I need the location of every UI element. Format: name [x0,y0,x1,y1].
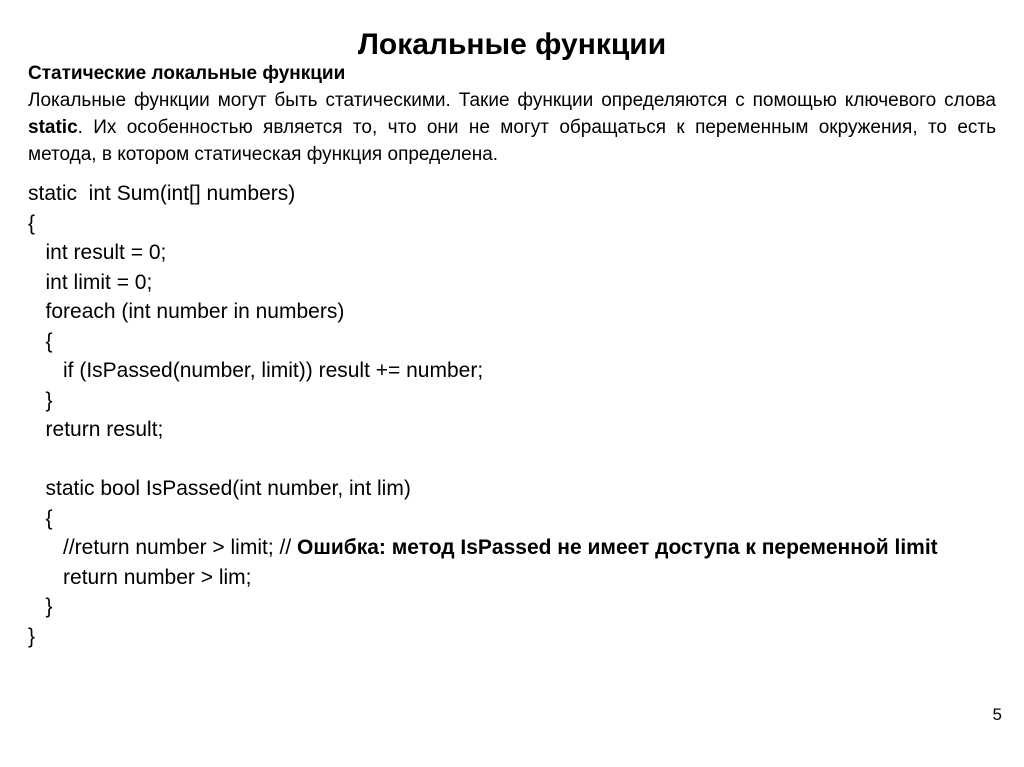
code-line: { [28,506,53,530]
keyword-static: static [28,117,78,138]
body-text-block [28,61,996,168]
code-line: return result; [28,418,164,441]
comment-plain-text: //return number > limit; // [28,536,298,559]
code-line-error-comment [28,533,996,563]
paragraph-text-after-keyword: . Их особенностью является то, что они не могут обращаться к переменным окружения, то есть метода, в котором статическая функция определена. [28,117,996,165]
code-line: static bool IsPassed(int number, int lim) [28,477,411,500]
code-line: int limit = 0; [28,270,153,294]
page-number: 5 [992,705,1002,724]
code-line: } [28,388,53,412]
code-line-blank [28,445,996,475]
code-line: if (IsPassed(number, limit)) result += number; [28,359,484,382]
page-title: Локальные функции [357,28,667,62]
code-line: } [28,595,53,618]
code-line: int result = 0; [28,241,167,264]
code-line: return number > lim; [28,565,252,589]
section-subheading: Статические локальные функции [28,63,346,84]
intro-paragraph [28,87,996,168]
code-line: { [28,329,53,353]
comment-error-note: Ошибка: метод IsPassed не имеет доступа к переменной limit [297,536,938,559]
code-line: static int Sum(int[] numbers) [28,182,296,205]
code-line: } [28,624,36,648]
code-line: foreach (int number in numbers) [28,300,345,323]
code-line: { [28,211,36,235]
code-listing [28,179,996,651]
paragraph-text-before-keyword: Локальные функции могут быть статическими. Такие функции определяются с помощью ключевого слова [28,90,996,111]
